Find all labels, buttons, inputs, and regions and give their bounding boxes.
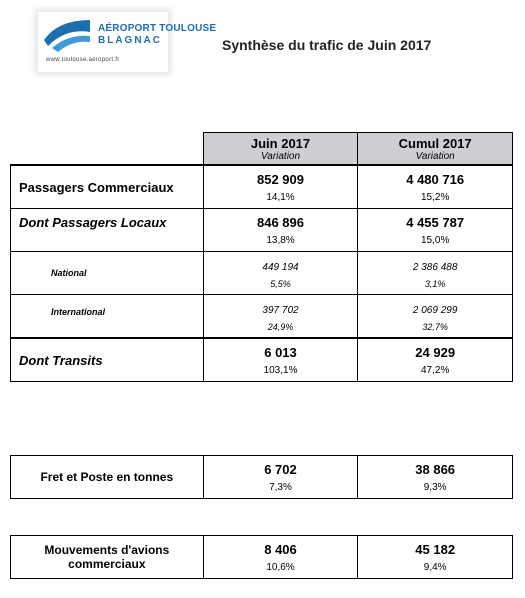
fret-cumul-variation: 9,3%: [358, 477, 513, 499]
juin-value: 449 194: [203, 252, 358, 274]
juin-value: 846 896: [203, 209, 358, 231]
cumul-value: 24 929: [358, 338, 513, 360]
juin-value: 397 702: [203, 295, 358, 317]
juin-value: 852 909: [203, 165, 358, 187]
mouvements-label-line2: commerciaux: [68, 557, 146, 571]
column-label: Cumul 2017: [398, 136, 472, 151]
column-label: Juin 2017: [250, 136, 311, 151]
row-label: Passagers Commerciaux: [11, 165, 204, 209]
cumul-value: 4 455 787: [358, 209, 513, 231]
cumul-value: 4 480 716: [358, 165, 513, 187]
fret-juin-variation: 7,3%: [203, 477, 358, 499]
juin-variation: 103,1%: [203, 360, 358, 382]
cumul-value: 2 386 488: [358, 252, 513, 274]
table-row: [11, 209, 513, 231]
cumul-variation: 15,2%: [358, 187, 513, 209]
table-row: [11, 338, 513, 360]
mouvements-juin-variation: 10,6%: [203, 557, 358, 579]
mouvements-label-line1: Mouvements d'avions: [44, 543, 170, 557]
row-label: National: [11, 252, 204, 295]
mouvements-cumul-value: 45 182: [358, 536, 513, 558]
column-header-cumul: [358, 133, 513, 166]
cumul-variation: 15,0%: [358, 230, 513, 252]
table-header-row: [11, 133, 513, 166]
fret-table: [10, 455, 513, 499]
juin-variation: 14,1%: [203, 187, 358, 209]
plane-swoosh-icon: [38, 12, 98, 56]
table-row: [11, 295, 513, 317]
table-row: [11, 165, 513, 187]
fret-label: Fret et Poste en tonnes: [11, 456, 204, 499]
juin-value: 6 013: [203, 338, 358, 360]
juin-variation: 5,5%: [203, 273, 358, 295]
mouvements-cumul-variation: 9,4%: [358, 557, 513, 579]
logo-line2: BLAGNAC: [98, 35, 162, 46]
column-sub: Variation: [260, 151, 301, 162]
row-label: International: [11, 295, 204, 339]
column-header-juin: [203, 133, 358, 166]
page-title: Synthèse du trafic de Juin 2017: [222, 37, 432, 53]
table-row: [11, 456, 513, 478]
table-row: [11, 536, 513, 558]
fret-juin-value: 6 702: [203, 456, 358, 478]
cumul-value: 2 069 299: [358, 295, 513, 317]
juin-variation: 24,9%: [203, 316, 358, 338]
table-row: [11, 252, 513, 274]
traffic-table: [10, 132, 513, 382]
logo-line1: AÉROPORT TOULOUSE: [98, 23, 217, 34]
juin-variation: 13,8%: [203, 230, 358, 252]
fret-cumul-value: 38 866: [358, 456, 513, 478]
row-label: Dont Passagers Locaux: [11, 209, 204, 252]
airport-logo: [38, 12, 217, 72]
mouvements-juin-value: 8 406: [203, 536, 358, 558]
mouvements-table: [10, 535, 513, 579]
cumul-variation: 3,1%: [358, 273, 513, 295]
logo-url: www.toulouse.aeroport.fr: [46, 57, 120, 63]
column-sub: Variation: [415, 151, 455, 162]
header-empty: [11, 133, 204, 166]
mouvements-label: [11, 536, 204, 579]
cumul-variation: 32,7%: [358, 316, 513, 338]
cumul-variation: 47,2%: [358, 360, 513, 382]
row-label: Dont Transits: [11, 338, 204, 382]
